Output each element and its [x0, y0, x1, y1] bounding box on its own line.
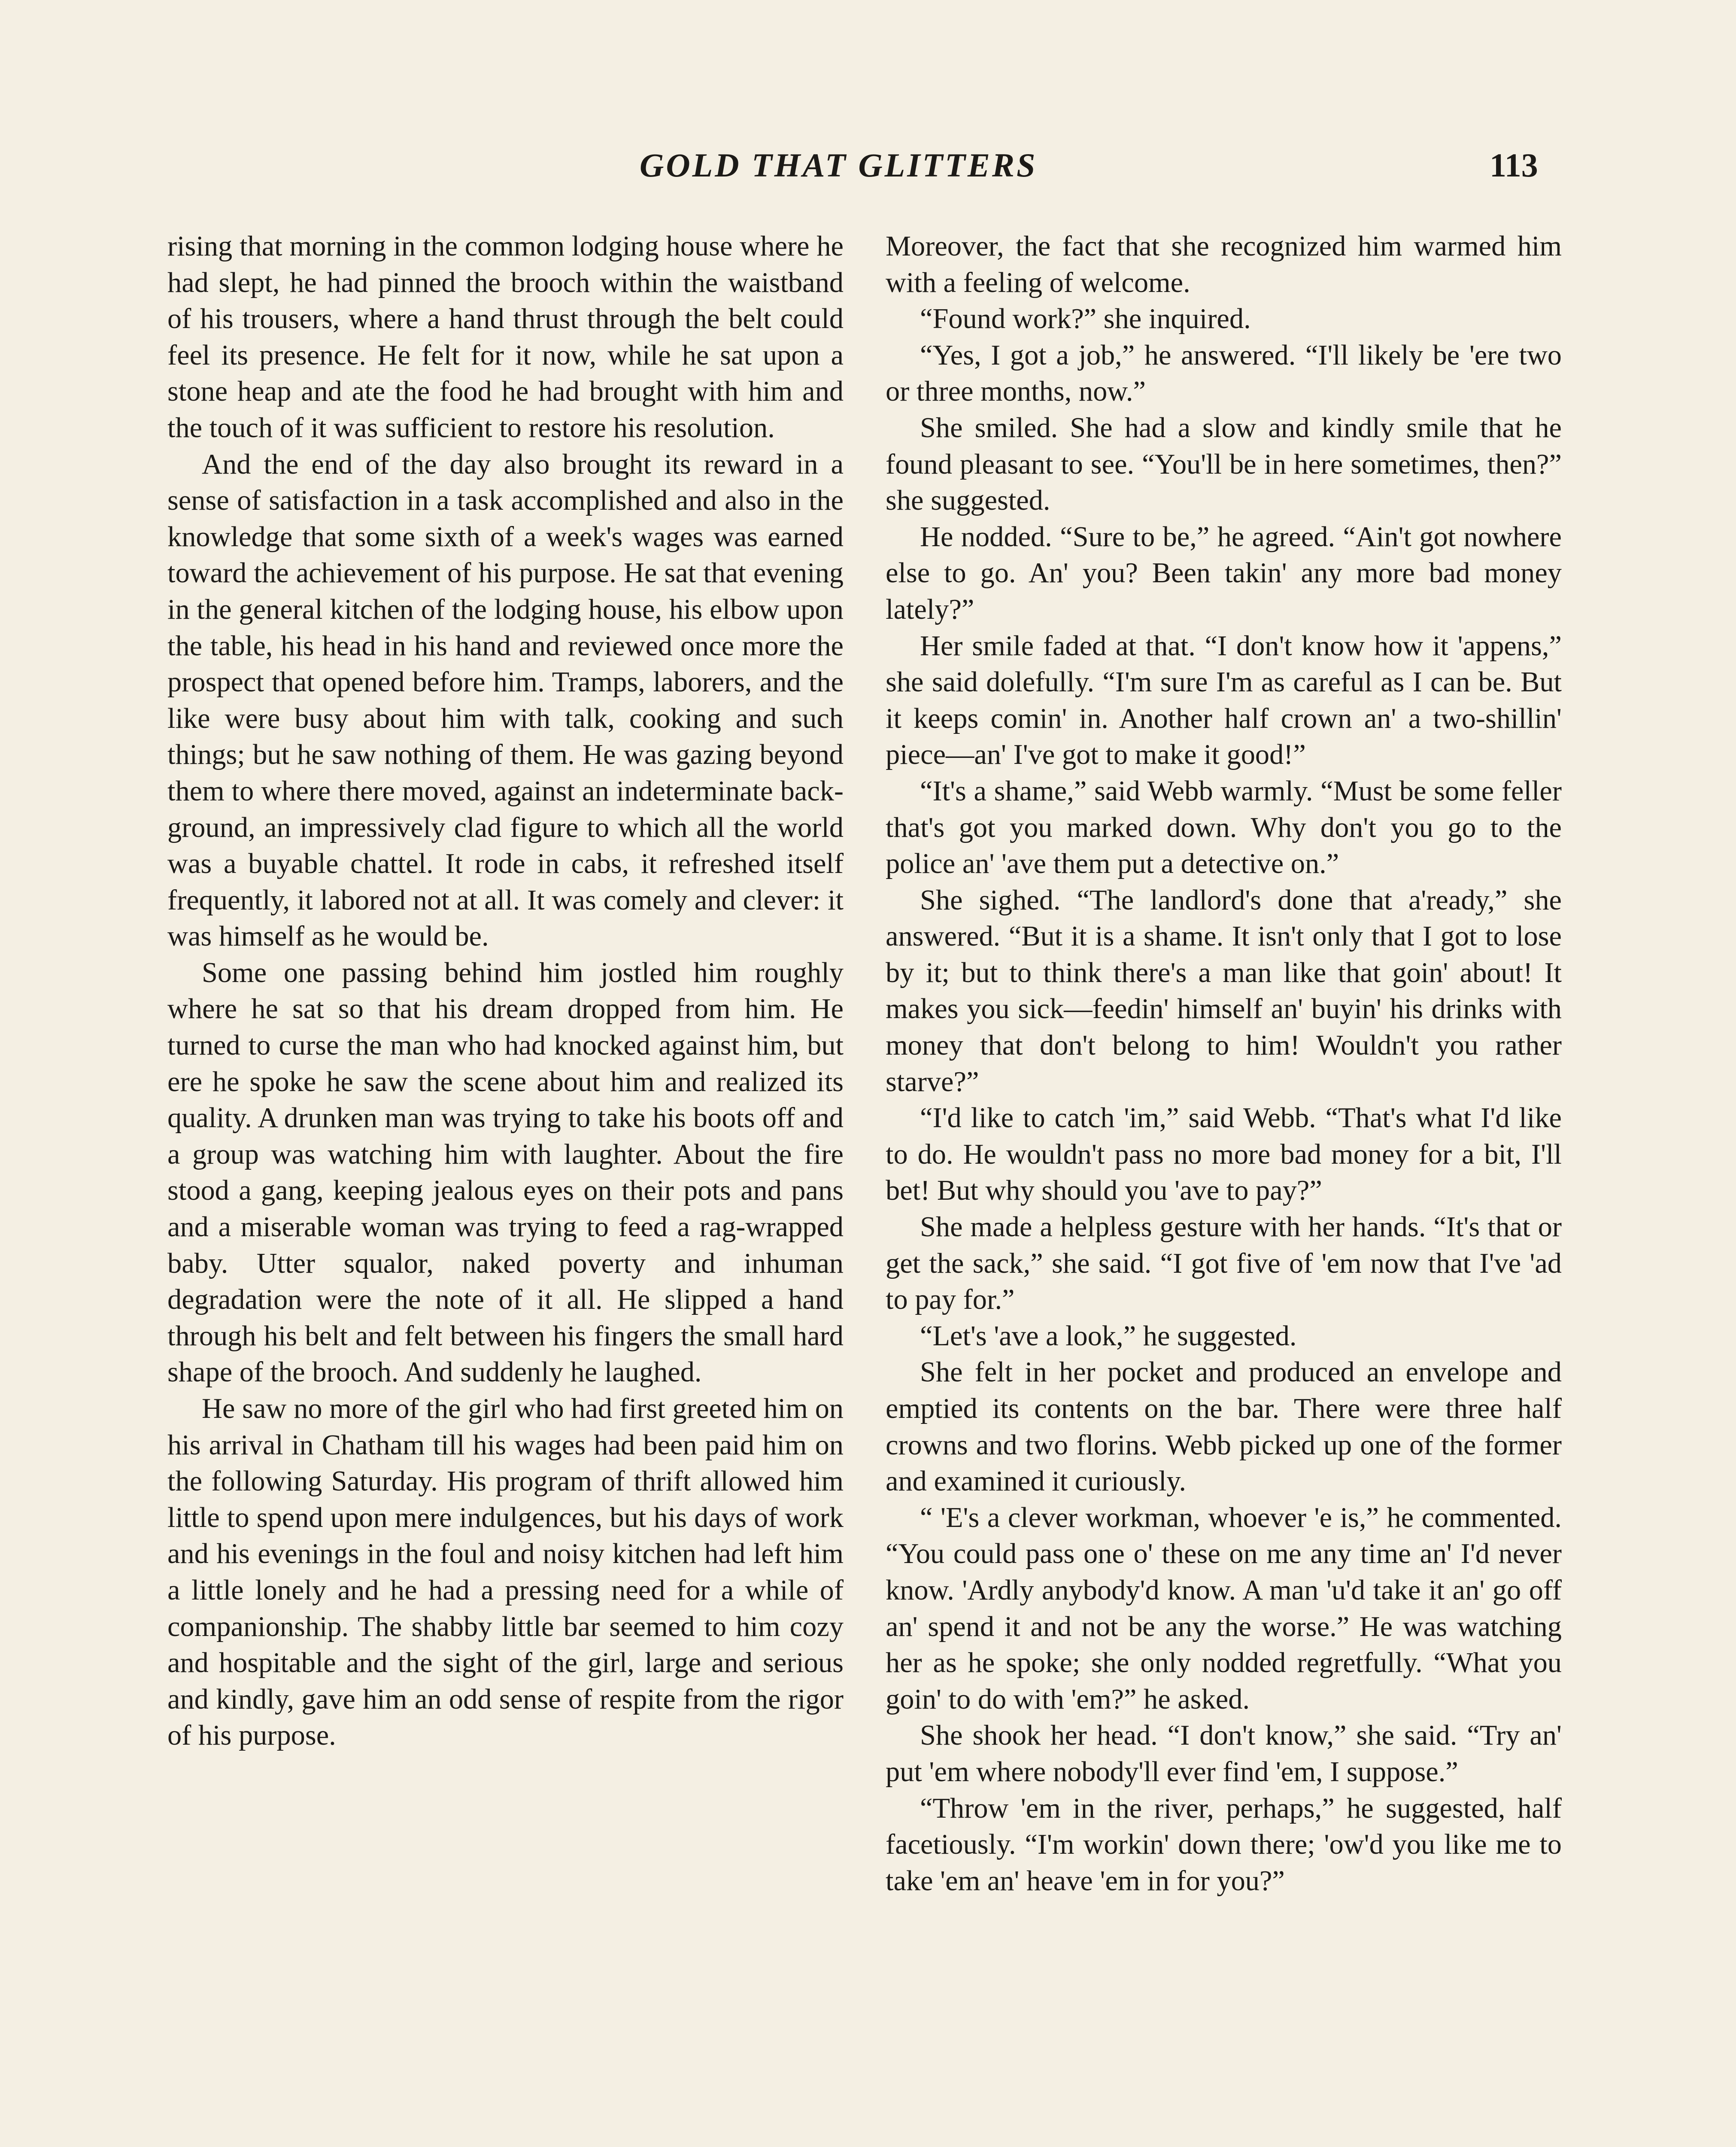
- right-text-column: [886, 228, 1562, 1899]
- paragraph: She felt in her pocket and produced an envelope and emptied its contents on the bar. There were three half crowns and two florins. Webb picked up one of the former and examined it curiously.: [886, 1356, 1562, 1497]
- paragraph: And the end of the day also brought its reward in a sense of satisfaction in a task accomplished and also in the knowledge that some sixth of a week's wages was earned toward the achievement of his purpose. He sat that evening in the general kitchen of the lodging house, his elbow upon the table, his head in his hand and reviewed once more the prospect that opened before him. Tramps, laborers, and the like were busy about him with talk, cooking and such things; but he saw nothing of them. He was gazing beyond them to where there moved, against an indeterminate background, an impressively clad figure to which all the world was a buyable chattel. It rode in cabs, it refreshed itself frequently, it labored not at all. It was comely and clever: it was himself as he would be.: [167, 448, 844, 952]
- page-number: 113: [1490, 146, 1538, 184]
- paragraph: rising that morning in the common lodging house where he had slept, he had pinned the brooch within the waistband of his trousers, where a hand thrust through the belt could feel its presence. He felt for it now, while he sat upon a stone heap and ate the food he had brought with him and the touch of it was sufficient to restore his resolution.: [167, 231, 844, 444]
- left-text-column: [167, 228, 844, 1754]
- running-title: GOLD THAT GLITTERS: [640, 146, 1038, 184]
- paragraph: She smiled. She had a slow and kindly smile that he found pleasant to see. “You'll be in here sometimes, then?” she suggested.: [886, 412, 1562, 517]
- paragraph: Moreover, the fact that she recognized him warmed him with a feeling of welcome.: [886, 231, 1562, 298]
- paragraph: She made a helpless gesture with her hands. “It's that or get the sack,” she said. “I got five of 'em now that I've 'ad to pay for.”: [886, 1211, 1562, 1316]
- paragraph: She shook her head. “I don't know,” she said. “Try an' put 'em where nobody'll ever find 'em, I suppose.”: [886, 1720, 1562, 1788]
- paragraph: He nodded. “Sure to be,” he agreed. “Ain't got nowhere else to go. An' you? Been takin' any more bad money lately?”: [886, 521, 1562, 625]
- paragraph: He saw no more of the girl who had first greeted him on his arrival in Chatham till his wages had been paid him on the following Saturday. His program of thrift allowed him little to spend upon mere indulgences, but his days of work and his evenings in the foul and noisy kitchen had left him a little lonely and he had a pressing need for a while of companionship. The shabby little bar seemed to him cozy and hospitable and the sight of the girl, large and serious and kindly, gave him an odd sense of respite from the rigor of his purpose.: [167, 1393, 844, 1752]
- paragraph: Some one passing behind him jostled him roughly where he sat so that his dream dropped from him. He turned to curse the man who had knocked against him, but ere he spoke he saw the scene about him and realized its quality. A drunken man was trying to take his boots off and a group was watching him with laughter. About the fire stood a gang, keeping jealous eyes on their pots and pans and a miserable woman was trying to feed a rag-wrapped baby. Utter squalor, naked poverty and inhuman degradation were the note of it all. He slipped a hand through his belt and felt between his fingers the small hard shape of the brooch. And suddenly he laughed.: [167, 957, 844, 1388]
- paragraph: “ 'E's a clever workman, whoever 'e is,” he commented. “You could pass one o' these on me any time an' I'd never know. 'Ardly anybody'd know. A man 'u'd take it an' go off an' spend it and not be any the worse.” He was watching her as he spoke; she only nodded regretfully. “What you goin' to do with 'em?” he asked.: [886, 1502, 1562, 1715]
- paragraph: “Yes, I got a job,” he answered. “I'll likely be 'ere two or three months, now.”: [886, 339, 1562, 408]
- paragraph: “I'd like to catch 'im,” said Webb. “That's what I'd like to do. He wouldn't pass no more bad money for a bit, I'll bet! But why should you 'ave to pay?”: [886, 1102, 1562, 1207]
- paragraph: She sighed. “The landlord's done that a'ready,” she answered. “But it is a shame. It isn't only that I got to lose by it; but to think there's a man like that goin' about! It makes you sick—feedin' himself an' buyin' his drinks with money that don't belong to him! Wouldn't you rather starve?”: [886, 884, 1562, 1098]
- paragraph: Her smile faded at that. “I don't know how it 'appens,” she said dolefully. “I'm sure I'm as careful as I can be. But it keeps comin' in. Another half crown an' a two-shillin' piece—an' I've got to make it good!”: [886, 630, 1562, 771]
- paragraph: “Throw 'em in the river, perhaps,” he suggested, half facetiously. “I'm workin' down there; 'ow'd you like me to take 'em an' heave 'em in for you?”: [886, 1792, 1562, 1897]
- paragraph: “It's a shame,” said Webb warmly. “Must be some feller that's got you marked down. Why don't you go to the police an' 'ave them put a detective on.”: [886, 775, 1562, 880]
- paragraph: “Found work?” she inquired.: [920, 303, 1251, 335]
- paragraph: “Let's 'ave a look,” he suggested.: [920, 1320, 1297, 1352]
